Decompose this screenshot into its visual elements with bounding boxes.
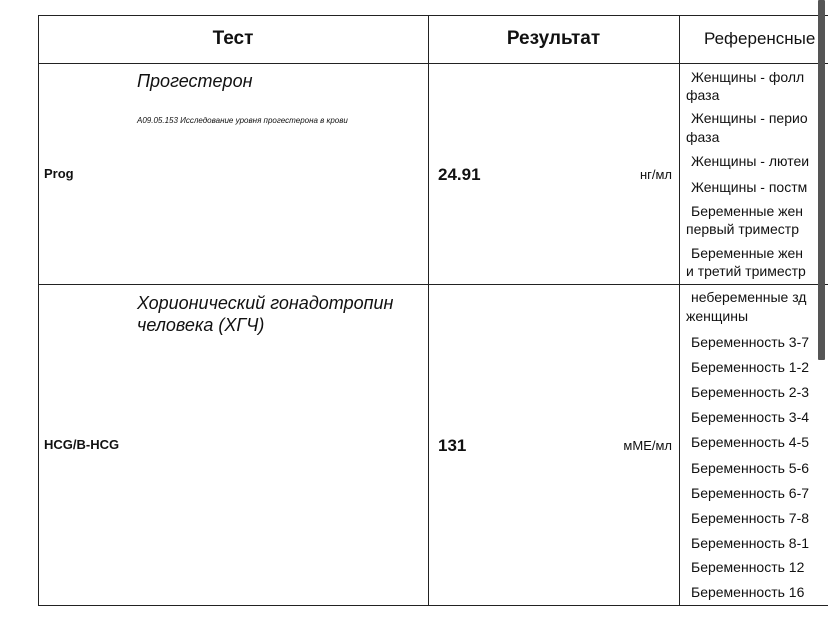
test-name: Хорионический гонадотропин bbox=[137, 293, 394, 313]
reference-line: Женщины - лютеи bbox=[691, 153, 810, 169]
reference-line: Беременность 7-8 bbox=[691, 510, 810, 526]
row-divider bbox=[38, 284, 828, 285]
result-value: 24.91 bbox=[438, 165, 481, 184]
reference-line: Беременность 4-5 bbox=[691, 434, 810, 450]
column-divider-reference bbox=[679, 15, 680, 606]
test-name: человека (ХГЧ) bbox=[137, 315, 265, 335]
column-header-reference: Референсные bbox=[704, 29, 816, 48]
column-header-result: Результат bbox=[506, 28, 601, 49]
reference-line: Беременность 5-6 bbox=[691, 460, 810, 476]
reference-line: первый триместр bbox=[686, 221, 799, 237]
test-name: Прогестерон bbox=[137, 71, 253, 91]
result-unit: мМЕ/мл bbox=[623, 438, 672, 453]
result-value: 131 bbox=[438, 436, 467, 455]
reference-line: Беременность 12 bbox=[691, 559, 805, 575]
reference-line: Беременность 16 bbox=[691, 584, 805, 600]
header-bottom-border bbox=[38, 63, 828, 64]
column-header-test: Тест bbox=[212, 28, 254, 49]
reference-line: фаза bbox=[686, 87, 720, 103]
table-bottom-border bbox=[38, 605, 828, 606]
test-code: Prog bbox=[44, 166, 74, 181]
reference-line: и третий триместр bbox=[686, 263, 806, 279]
reference-line: Женщины - фолл bbox=[691, 69, 805, 85]
column-divider-result bbox=[428, 15, 429, 606]
result-unit: нг/мл bbox=[639, 167, 672, 182]
table-left-border bbox=[38, 15, 39, 606]
reference-line: женщины bbox=[686, 308, 749, 324]
reference-line: Беременность 3-7 bbox=[691, 334, 810, 350]
reference-line: Беременность 2-3 bbox=[691, 384, 810, 400]
reference-line: небеременные зд bbox=[691, 289, 807, 305]
test-description: A09.05.153 Исследование уровня прогестерона в крови bbox=[137, 116, 348, 125]
reference-line: Беременные жен bbox=[691, 203, 804, 219]
reference-line: Беременность 8-1 bbox=[691, 535, 810, 551]
reference-line: Беременность 3-4 bbox=[691, 409, 810, 425]
reference-line: Беременность 6-7 bbox=[691, 485, 810, 501]
test-code: HCG/B-HCG bbox=[44, 437, 120, 452]
reference-line: Беременность 1-2 bbox=[691, 359, 810, 375]
reference-line: Беременные жен bbox=[691, 245, 804, 261]
reference-line: Женщины - постм bbox=[691, 179, 808, 195]
reference-line: Женщины - перио bbox=[691, 110, 808, 126]
reference-line: фаза bbox=[686, 129, 720, 145]
vertical-scrollbar[interactable] bbox=[818, 0, 825, 360]
